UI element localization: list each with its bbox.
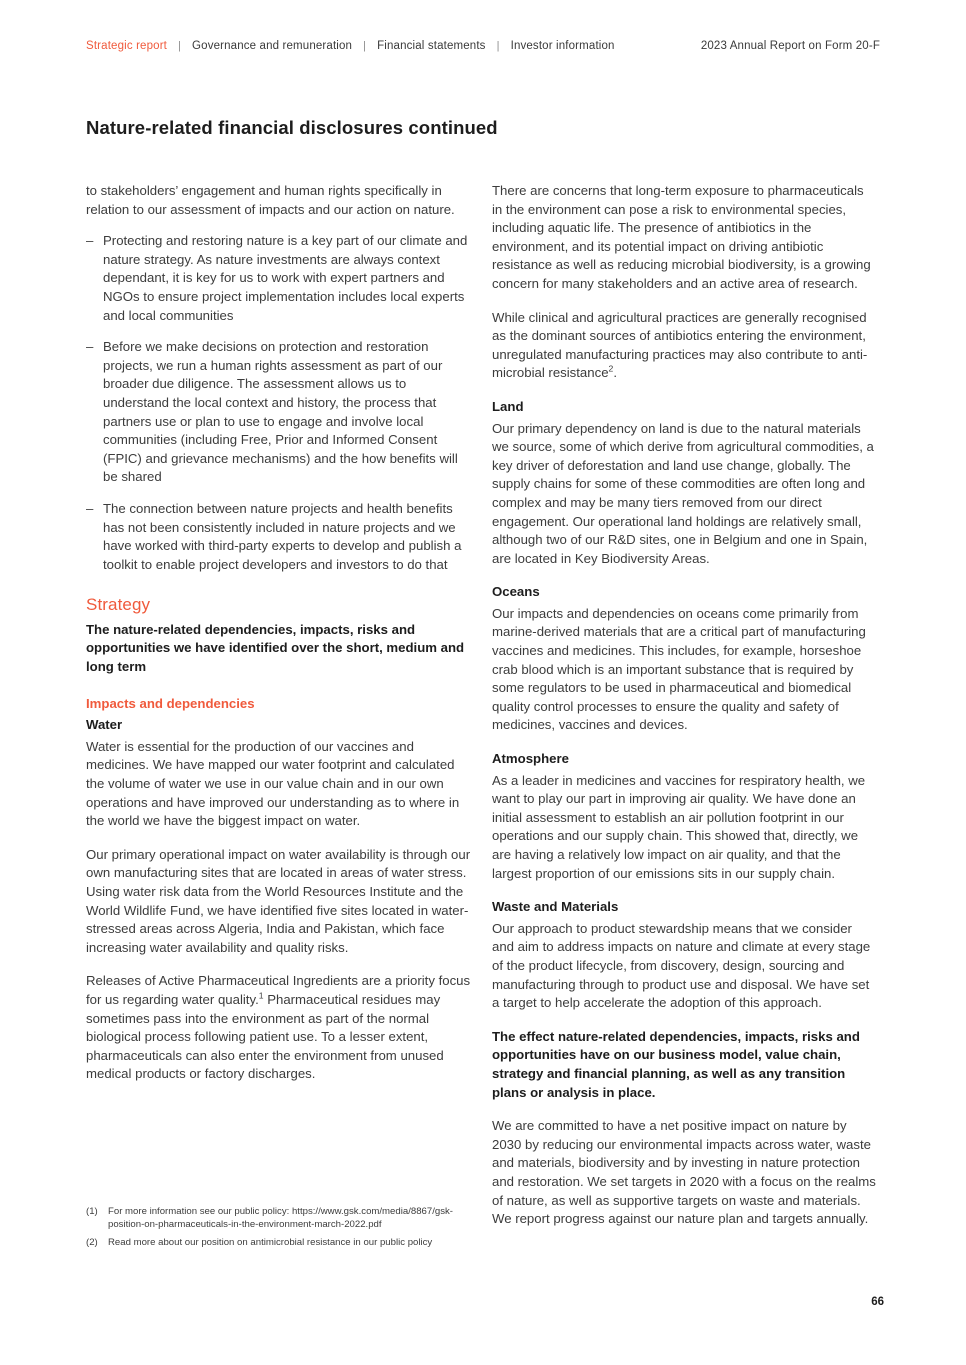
waste-and-materials-heading: Waste and Materials [492, 899, 619, 915]
land-heading: Land [492, 398, 524, 414]
water-paragraph-3 [86, 972, 471, 1084]
nav-group [86, 40, 615, 52]
footnote-marker: (1) [86, 1206, 98, 1217]
intro-paragraph: to stakeholders’ engagement and human rights specifically in relation to our assessment of impacts and our action on nature. [86, 183, 455, 217]
water-paragraph-3-text-before: Releases of Active Pharmaceutical Ingredients are a priority focus for us regarding water quality. [86, 973, 471, 1007]
antibiotics-paragraph-2 [492, 309, 877, 383]
antibiotics-paragraph-1: There are concerns that long-term exposure to pharmaceuticals in the environment can pose a risk to environmental species, including aquatic life. The presence of antibiotics in the environment, and its potential impact on driving antibiotic resistance as well as reducing microbial biodiversity, is a growing concern for many stakeholders and an active area of research. [492, 183, 871, 291]
right-column [492, 182, 877, 1244]
footnote-item [86, 1205, 478, 1231]
nav-item-governance-and-remuneration[interactable]: Governance and remuneration [192, 40, 353, 52]
footnotes-block [86, 1205, 478, 1255]
footnote-item [86, 1236, 478, 1249]
oceans-heading: Oceans [492, 584, 540, 600]
water-heading: Water [86, 717, 123, 733]
nav-item-strategic-report[interactable]: Strategic report [86, 40, 168, 52]
antibiotics-paragraph-2-text-after: . [613, 365, 617, 381]
waste-and-materials-paragraph: Our approach to product stewardship means that we consider and aim to address impacts on nature and climate at every stage of the product lifecycle, from discovery, design, sourcing and manufacturing through to product use and disposal. We have set a target to help accelerate the adoption of this approach. [492, 920, 871, 1011]
page-title: Nature-related financial disclosures continued [86, 117, 498, 139]
strategy-lead-paragraph: The nature-related dependencies, impacts, risks and opportunities we have identified over the short, medium and long term [86, 621, 465, 675]
footnote-text: Read more about our position on antimicrobial resistance in our public policy [108, 1237, 433, 1249]
nav-separator: | [363, 40, 367, 52]
practices-bullet-list [86, 232, 471, 574]
nav-separator: | [496, 40, 500, 52]
report-title-label: 2023 Annual Report on Form 20-F [700, 40, 880, 52]
footnote-text: For more information see our public policy: https://www.gsk.com/media/8867/gsk-position-on-pharmaceuticals-in-the-environment-march-2022.pdf [108, 1206, 453, 1231]
water-paragraph-1: Water is essential for the production of our vaccines and medicines. We have mapped our water footprint and calculated the volume of water we use in our value chain and in our own operations and have improved our understanding as to where in the world we have the biggest impact on water. [86, 738, 460, 829]
list-item: – Before we make decisions on protection and restoration projects, we run a human rights assessment as part of our broader due diligence. The assessment allows us to understand the local context and history, the process that partners use or plan to use to engage and involve local communities (including Free, Prior and Informed Consent (FPIC) and grievance mechanisms) and the how benefits will be shared [86, 338, 471, 487]
impacts-and-dependencies-heading: Impacts and dependencies [86, 695, 255, 711]
page-number: 66 [871, 1296, 884, 1308]
left-column [86, 182, 471, 1099]
strategy-heading: Strategy [86, 595, 151, 615]
atmosphere-heading: Atmosphere [492, 751, 569, 767]
nav-item-financial-statements[interactable]: Financial statements [377, 40, 486, 52]
nav-separator: | [178, 40, 182, 52]
section-navigation [86, 40, 880, 52]
water-paragraph-2: Our primary operational impact on water availability is through our own manufacturing sites that are located in areas of water stress. Using water risk data from the World Resources Institute and the World Wildlife Fund, we have identified five sites located in water-stressed areas across Algeria, India and Pakistan, which face increasing water availability and quality risks. [86, 846, 471, 955]
oceans-paragraph: Our impacts and dependencies on oceans come primarily from marine-derived materials that are a critical part of manufacturing vaccines and medicines. This includes, for example, horseshoe crab blood which is an important substance that is required by some regulators to be used in pharmaceutical and biomedical quality control processes to ensure the quality and safety of medicines, vaccines and devices. [492, 605, 866, 733]
land-paragraph: Our primary dependency on land is due to the natural materials we source, some of which derive from agricultural commodities, a key driver of deforestation and land use change, globally. The supply chains for some of these commodities are often long and complex and may be many tiers removed from our direct engagement. Our operational land holdings are relatively small, although two of our R&D sites, one in Belgium and one in Spain, are located in Key Biodiversity Areas. [492, 420, 874, 566]
list-item: – Protecting and restoring nature is a key part of our climate and nature strategy. As nature investments are always context dependant, it is key for us to work with expert partners and NGOs to ensure project implementation includes local experts and local communities [86, 232, 471, 325]
effect-lead-paragraph: The effect nature-related dependencies, impacts, risks and opportunities have on our business model, value chain, strategy and financial planning, as well as any transition plans or analysis in place. [492, 1028, 860, 1100]
nav-item-investor-information[interactable]: Investor information [510, 40, 615, 52]
footnote-ref-1[interactable]: 1 [258, 990, 264, 1001]
effect-body-paragraph: We are committed to have a net positive impact on nature by 2030 by reducing our environmental impacts across water, waste and materials, biodiversity and by investing in nature protection and restoration. We set targets in 2020 with a focus on the realms of nature, as well as supportive targets on waste and materials. We report progress against our nature plan and targets annually. [492, 1118, 876, 1227]
antibiotics-paragraph-2-text-before: While clinical and agricultural practices are generally recognised as the dominant sources of antibiotics entering the environment, unregulated manufacturing practices may also contribute to anti-microbial resistance [492, 309, 868, 381]
footnote-ref-2[interactable]: 2 [608, 363, 614, 374]
atmosphere-paragraph: As a leader in medicines and vaccines for respiratory health, we want to play our part in improving air quality. We have done an initial assessment to establish an air pollution footprint in our operations and our supply chain. This showed that, directly, we are having a relatively low impact on air quality, and that the largest proportion of our emissions sits in our supply chain. [492, 772, 866, 881]
list-item: – The connection between nature projects and health benefits has not been consistently included in nature projects and we have worked with third-party experts to develop and publish a toolkit to enable project developers and investors to do that [86, 500, 471, 574]
footnote-marker: (2) [86, 1237, 98, 1249]
water-paragraph-3-text-after: Pharmaceutical residues may sometimes pass into the environment as part of the normal biological process following patient use. To a lesser extent, pharmaceuticals can also enter the environment from unused medical products or factory discharges. [86, 991, 444, 1082]
